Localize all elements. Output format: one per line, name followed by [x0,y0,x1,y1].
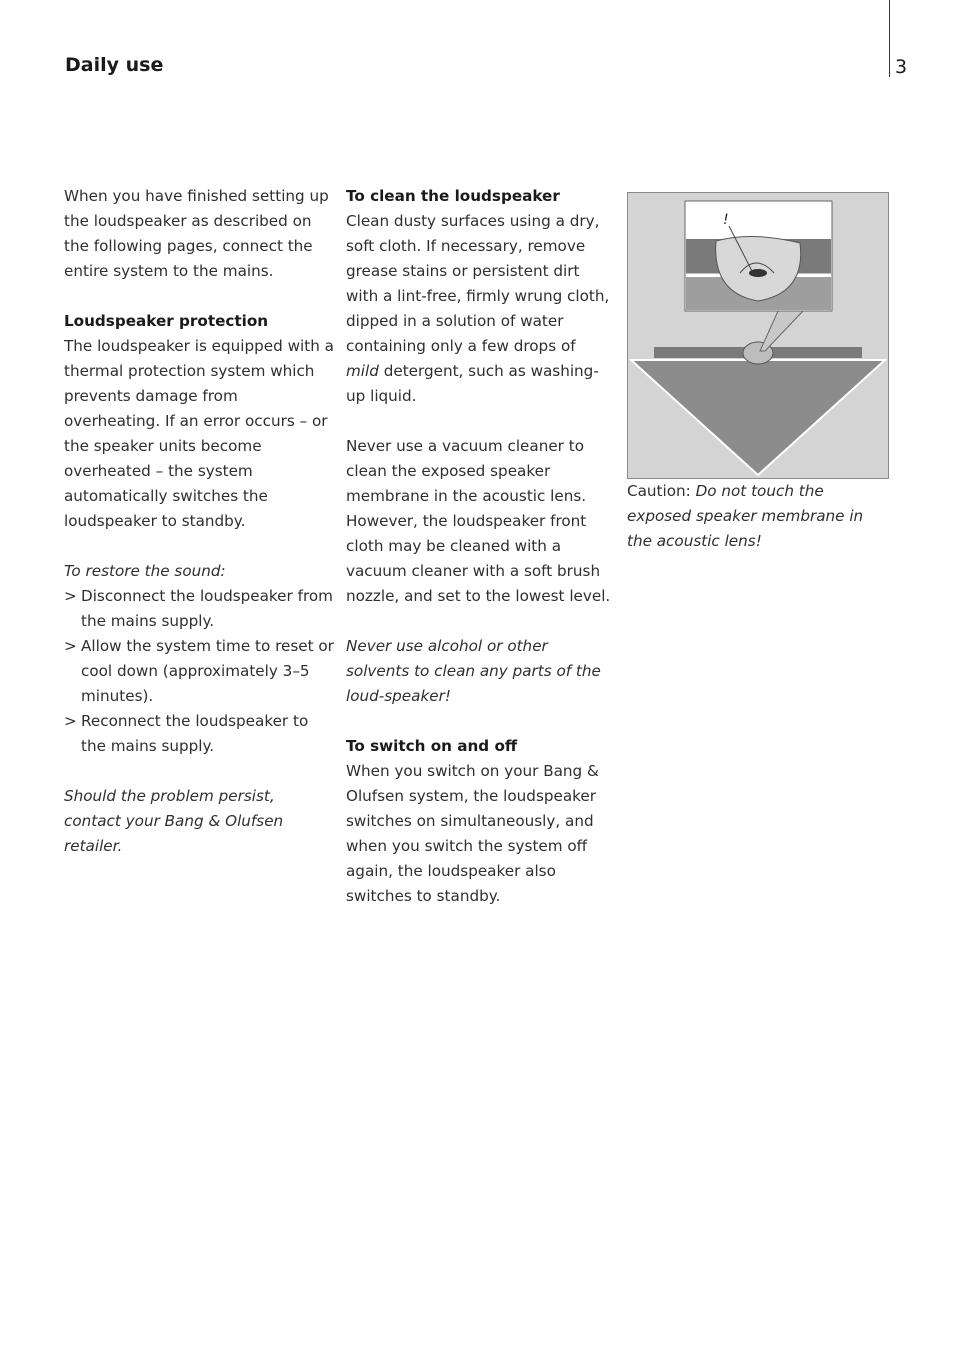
switch-heading: To switch on and off [346,737,518,755]
column-left [64,184,334,859]
restore-step-text: Reconnect the loudspeaker to the mains supply. [81,712,309,755]
clean-text-part-1: Clean dusty surfaces using a dry, soft cloth. If necessary, remove grease stains or persistent dirt with a lint-free, firmly wrung cloth, dipped in a solution of water containing only a few drops of [346,212,610,355]
caution-label: Caution: [627,482,691,500]
speaker-diagram-svg [628,193,888,478]
exclamation-mark: ! [723,212,729,228]
acoustic-lens-shape [631,360,885,475]
switch-paragraph: When you switch on your Bang & Olufsen system, the loudspeaker switches on simultaneously, and when you switch the system off again, the loudspeaker also switches to standby. [346,762,599,905]
protection-heading: Loudspeaker protection [64,312,269,330]
intro-paragraph: When you have finished setting up the loudspeaker as described on the following pages, connect the entire system to the mains. [64,187,329,280]
restore-step [64,634,334,709]
restore-step-text: Allow the system time to reset or cool down (approximately 3–5 minutes). [81,637,334,705]
caution-caption [627,479,891,554]
column-right [627,192,891,554]
restore-heading: To restore the sound: [64,562,226,580]
restore-step-text: Disconnect the loudspeaker from the mains supply. [81,587,333,630]
speaker-membrane-illustration [627,192,889,479]
step-marker: > [64,637,77,655]
page-title: Daily use [65,54,164,76]
clean-paragraph [346,209,612,409]
step-marker: > [64,587,77,605]
solvent-warning: Never use alcohol or other solvents to clean any parts of the loud-speaker! [346,637,601,705]
page-number: 3 [895,56,908,78]
clean-text-mild: mild [346,362,379,380]
restore-step [64,584,334,634]
step-marker: > [64,712,77,730]
restore-steps-list [64,584,334,759]
protection-paragraph: The loudspeaker is equipped with a thermal protection system which prevents damage from overheating. If an error occurs – or the speaker units become overheated – the system automatically switches the loudspeaker to standby. [64,337,334,530]
page-number-rule [889,0,890,77]
vacuum-paragraph: Never use a vacuum cleaner to clean the exposed speaker membrane in the acoustic lens. However, the loudspeaker front cloth may be cleaned with a vacuum cleaner with a soft brush nozzle, and set to the lowest level. [346,437,611,605]
column-middle [346,184,612,909]
clean-text-part-2: detergent, such as washing-up liquid. [346,362,599,405]
callout-pointer-shape [760,311,803,351]
persist-note: Should the problem persist, contact your Bang & Olufsen retailer. [64,787,284,855]
restore-step [64,709,334,759]
caution-text: Do not touch the exposed speaker membrane in the acoustic lens! [627,482,864,550]
clean-heading: To clean the loudspeaker [346,187,560,205]
